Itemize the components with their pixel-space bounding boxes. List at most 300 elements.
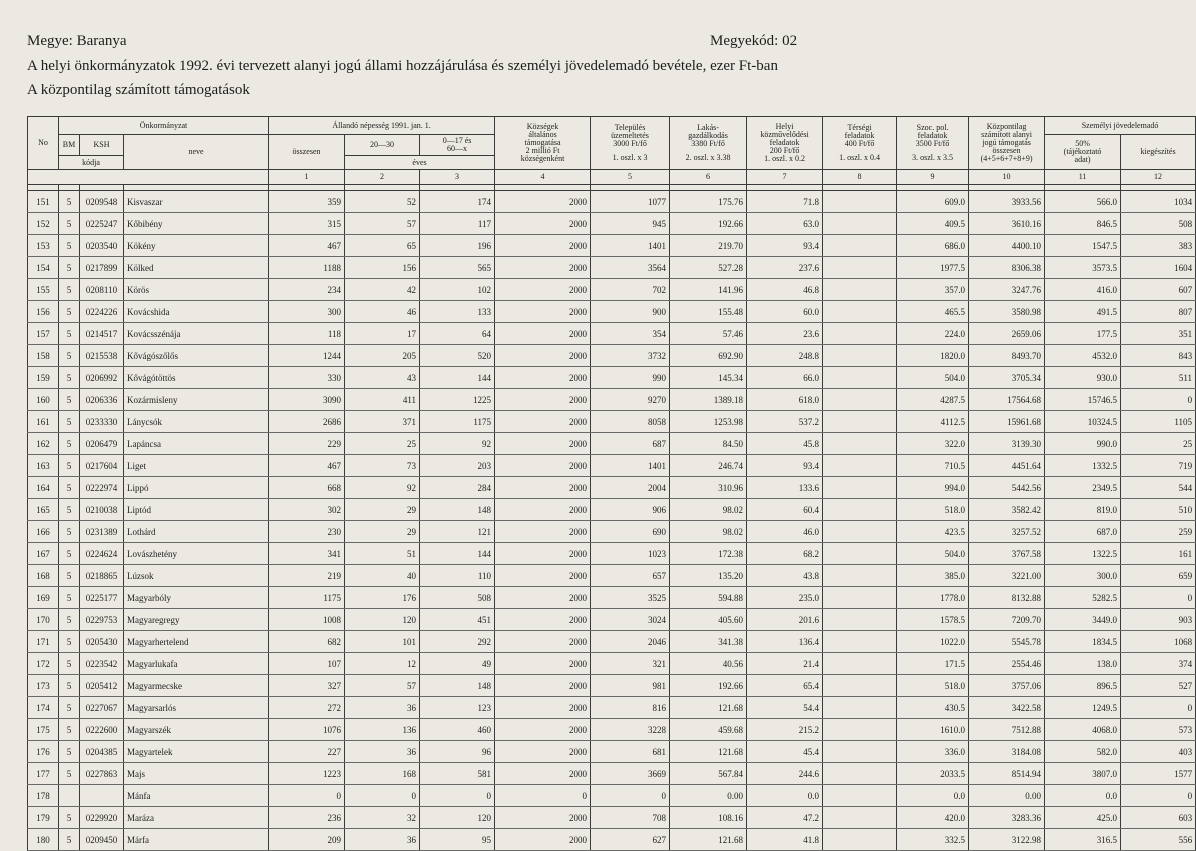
table-cell: 2000 [495,433,591,455]
table-cell: Kővágószőlős [124,345,269,367]
table-cell: 40.56 [670,653,747,675]
table-cell: 201.6 [747,609,823,631]
table-cell: 807 [1121,301,1196,323]
col-bm: BM [59,135,80,156]
table-cell: 121.68 [670,741,747,763]
table-cell: 0224624 [80,543,124,565]
table-cell: Magyarszék [124,719,269,741]
table-cell: 192.66 [670,675,747,697]
column-number-row [28,170,1196,185]
table-cell: 527 [1121,675,1196,697]
table-cell: Marázа [124,807,269,829]
table-cell: 52 [345,191,420,213]
table-cell [823,521,897,543]
table-cell: 46.0 [747,521,823,543]
table-cell: 687.0 [1045,521,1121,543]
table-cell: 5 [59,235,80,257]
col-num: 12 [1121,170,1196,185]
table-cell: 68.2 [747,543,823,565]
table-cell: 3525 [591,587,670,609]
table-cell: 144 [420,543,495,565]
table-cell: 3767.58 [969,543,1045,565]
table-cell [823,609,897,631]
table-cell: 581 [420,763,495,785]
table-cell: 2000 [495,675,591,697]
table-cell: 138.0 [1045,653,1121,675]
col-osszesen: összesen [269,135,345,170]
table-cell: 1175 [420,411,495,433]
table-cell: 981 [591,675,670,697]
table-cell: 2000 [495,389,591,411]
table-cell: 3184.08 [969,741,1045,763]
table-cell [823,257,897,279]
table-cell: 120 [345,609,420,631]
table-cell: 5 [59,213,80,235]
table-cell: 2000 [495,477,591,499]
table-cell: 565 [420,257,495,279]
table-row [28,565,1196,587]
col-num: 1 [269,170,345,185]
table-cell: 118 [269,323,345,345]
table-cell: 29 [345,499,420,521]
table-cell: 73 [345,455,420,477]
table-cell: 157 [28,323,59,345]
table-cell [823,763,897,785]
col-kiegeszites: kiegészítés [1121,135,1196,170]
table-cell: 300.0 [1045,565,1121,587]
table-cell: 4451.64 [969,455,1045,477]
table-cell: 668 [269,477,345,499]
table-cell: 708 [591,807,670,829]
table-cell [823,829,897,851]
table-cell: 508 [1121,213,1196,235]
table-cell: 92 [345,477,420,499]
table-cell: 1077 [591,191,670,213]
table-cell: 176 [28,741,59,763]
col-szja: Személyi jövedelemadó [1045,117,1196,135]
table-row [28,191,1196,213]
table-cell: 322.0 [897,433,969,455]
table-cell: 3283.36 [969,807,1045,829]
table-cell: 1076 [269,719,345,741]
table-cell: 123 [420,697,495,719]
table-cell: 451 [420,609,495,631]
table-cell: Márfa [124,829,269,851]
table-cell: 180 [28,829,59,851]
table-cell: 60.0 [747,301,823,323]
table-row [28,389,1196,411]
table-cell: 2046 [591,631,670,653]
table-cell: 4287.5 [897,389,969,411]
table-cell: 1225 [420,389,495,411]
table-cell: 155.48 [670,301,747,323]
table-cell: 0 [1121,587,1196,609]
table-cell: 1834.5 [1045,631,1121,653]
table-cell: 371 [345,411,420,433]
table-cell: 153 [28,235,59,257]
table-cell: 405.60 [670,609,747,631]
table-cell: 383 [1121,235,1196,257]
table-cell: 176 [345,587,420,609]
table-cell: 0.0 [747,785,823,807]
table-cell: 272 [269,697,345,719]
table-cell: 0215538 [80,345,124,367]
table-cell: Lovászhetény [124,543,269,565]
table-cell: 2000 [495,213,591,235]
table-cell: 46 [345,301,420,323]
county-code: Megyekód: 02 [710,33,798,49]
table-cell: Kölked [124,257,269,279]
table-cell [80,785,124,807]
table-cell: 460 [420,719,495,741]
table-cell: 230 [269,521,345,543]
table-row [28,323,1196,345]
table-cell: 0217604 [80,455,124,477]
table-cell: 945 [591,213,670,235]
table-cell: 5 [59,477,80,499]
table-cell: Körös [124,279,269,301]
table-cell: Magyarhertelend [124,631,269,653]
table-row [28,235,1196,257]
table-cell: 0231389 [80,521,124,543]
table-cell [823,719,897,741]
table-cell: 5 [59,543,80,565]
table-cell: 2000 [495,807,591,829]
table-cell: 3610.16 [969,213,1045,235]
table-cell: 203 [420,455,495,477]
table-cell: 162 [28,433,59,455]
table-row [28,653,1196,675]
table-cell: 5 [59,631,80,653]
table-cell: 4068.0 [1045,719,1121,741]
table-cell: 341 [269,543,345,565]
table-cell: 2000 [495,345,591,367]
table-cell: 537.2 [747,411,823,433]
table-cell: 41.8 [747,829,823,851]
table-cell: 1249.5 [1045,697,1121,719]
table-cell: 1820.0 [897,345,969,367]
table-row [28,741,1196,763]
table-cell: 3573.5 [1045,257,1121,279]
table-cell: 310.96 [670,477,747,499]
table-row [28,675,1196,697]
table-cell: 5 [59,455,80,477]
table-cell: 5 [59,433,80,455]
table-row [28,477,1196,499]
table-cell: 5282.5 [1045,587,1121,609]
table-cell: 843 [1121,345,1196,367]
table-cell: 205 [345,345,420,367]
table-cell: 259 [1121,521,1196,543]
table-cell: 141.96 [670,279,747,301]
table-cell: 1068 [1121,631,1196,653]
table-cell: 8058 [591,411,670,433]
table-cell: 2033.5 [897,763,969,785]
table-cell: 2000 [495,257,591,279]
table-cell: 7209.70 [969,609,1045,631]
table-cell: 46.8 [747,279,823,301]
table-cell: 2554.46 [969,653,1045,675]
document-subtitle: A központilag számított támogatások [27,82,250,98]
table-cell: 544 [1121,477,1196,499]
col-eves: éves [345,156,495,170]
table-cell: 17564.68 [969,389,1045,411]
table-cell: 1008 [269,609,345,631]
table-cell: 467 [269,235,345,257]
table-cell: 416.0 [1045,279,1121,301]
table-cell: 518.0 [897,499,969,521]
table-cell: 168 [28,565,59,587]
table-cell: 47.2 [747,807,823,829]
table-cell: 235.0 [747,587,823,609]
table-cell: 25 [345,433,420,455]
table-cell: 51 [345,543,420,565]
table-row [28,587,1196,609]
table-cell: 3580.98 [969,301,1045,323]
table-cell: 161 [28,411,59,433]
table-cell: 2000 [495,367,591,389]
table-cell: 64 [420,323,495,345]
table-cell: 60.4 [747,499,823,521]
table-cell: 0209450 [80,829,124,851]
table-cell: 0.00 [969,785,1045,807]
table-row [28,257,1196,279]
table-cell: 465.5 [897,301,969,323]
table-cell: 57 [345,675,420,697]
table-cell: 93.4 [747,235,823,257]
col-age-20-30: 20—30 [345,135,420,156]
table-cell [823,807,897,829]
table-cell: Kovácshida [124,301,269,323]
table-cell: 420.0 [897,807,969,829]
table-cell: 719 [1121,455,1196,477]
table-cell: 0 [1121,785,1196,807]
data-table [27,116,1196,851]
table-cell: 156 [345,257,420,279]
table-cell: 3422.58 [969,697,1045,719]
col-num: 3 [420,170,495,185]
table-cell: 1105 [1121,411,1196,433]
table-cell: Kökény [124,235,269,257]
table-cell: 385.0 [897,565,969,587]
table-cell: Lúzsok [124,565,269,587]
table-cell [823,785,897,807]
table-cell: 682 [269,631,345,653]
table-cell: 3090 [269,389,345,411]
table-row [28,785,1196,807]
table-cell: 15746.5 [1045,389,1121,411]
table-cell: 0.0 [1045,785,1121,807]
table-cell: 357.0 [897,279,969,301]
table-cell: 491.5 [1045,301,1121,323]
table-cell: 5 [59,323,80,345]
table-cell: 40 [345,565,420,587]
table-cell [823,213,897,235]
table-cell: 425.0 [1045,807,1121,829]
col-num: 10 [969,170,1045,185]
table-row [28,697,1196,719]
table-cell: 1604 [1121,257,1196,279]
col-szja-50: 50% (tájékoztató adat) [1045,135,1121,170]
table-cell: 1578.5 [897,609,969,631]
table-cell: 0204385 [80,741,124,763]
table-cell: 2000 [495,191,591,213]
table-row [28,631,1196,653]
table-cell: 3669 [591,763,670,785]
table-cell: 169 [28,587,59,609]
table-cell: 45.8 [747,433,823,455]
table-cell: 135.20 [670,565,747,587]
table-cell: 36 [345,741,420,763]
table-cell: 3564 [591,257,670,279]
table-cell: 171 [28,631,59,653]
table-cell: 179 [28,807,59,829]
table-cell: 155 [28,279,59,301]
table-cell: 3933.56 [969,191,1045,213]
table-cell: 3257.52 [969,521,1045,543]
table-cell: 92 [420,433,495,455]
table-row [28,719,1196,741]
table-cell: 1401 [591,455,670,477]
table-cell [823,433,897,455]
table-cell: 2000 [495,235,591,257]
col-age-0-17: 0—17 és 60—x [420,135,495,156]
table-row [28,521,1196,543]
table-row [28,499,1196,521]
table-cell: 96 [420,741,495,763]
table-cell: 192.66 [670,213,747,235]
table-cell: 66.0 [747,367,823,389]
table-cell: 161 [1121,543,1196,565]
table-cell: 0 [420,785,495,807]
table-cell: 32 [345,807,420,829]
table-cell: 145.34 [670,367,747,389]
table-cell: 354 [591,323,670,345]
table-cell: 2000 [495,653,591,675]
table-cell: 4400.10 [969,235,1045,257]
table-cell: Magyaregregy [124,609,269,631]
table-cell: Lippó [124,477,269,499]
table-cell [823,367,897,389]
table-cell: 45.4 [747,741,823,763]
table-cell [823,301,897,323]
table-cell: 816 [591,697,670,719]
table-cell: 0225247 [80,213,124,235]
table-cell: 687 [591,433,670,455]
col-num: 2 [345,170,420,185]
table-cell: 0224226 [80,301,124,323]
table-cell: 0229920 [80,807,124,829]
table-cell: 65 [345,235,420,257]
table-cell: 1389.18 [670,389,747,411]
col-szoc: Szoc. pol. feladatok 3500 Ft/fő 3. oszl. x 3.5 [897,117,969,170]
table-cell: 164 [28,477,59,499]
table-cell: 93.4 [747,455,823,477]
col-neve: neve [124,135,269,170]
table-cell: 168 [345,763,420,785]
table-cell: 2000 [495,301,591,323]
table-cell: 5 [59,763,80,785]
table-cell: 219.70 [670,235,747,257]
table-row [28,301,1196,323]
table-cell: 1244 [269,345,345,367]
table-cell: Lánycsók [124,411,269,433]
table-cell: 8514.94 [969,763,1045,785]
col-num: 9 [897,170,969,185]
table-cell: 0.0 [897,785,969,807]
table-cell: 0.00 [670,785,747,807]
table-cell [823,631,897,653]
table-cell: 315 [269,213,345,235]
table-cell: 237.6 [747,257,823,279]
table-cell: 148 [420,499,495,521]
table-cell: 236 [269,807,345,829]
table-cell: 3024 [591,609,670,631]
table-cell: 556 [1121,829,1196,851]
table-cell: 25 [1121,433,1196,455]
table-cell: 510 [1121,499,1196,521]
table-cell: 0 [345,785,420,807]
table-cell: 224.0 [897,323,969,345]
table-cell: 5 [59,191,80,213]
table-cell: 5 [59,829,80,851]
table-cell: 57 [345,213,420,235]
table-cell: 702 [591,279,670,301]
table-cell: 316.5 [1045,829,1121,851]
table-cell: 196 [420,235,495,257]
table-cell: 174 [420,191,495,213]
table-cell: 1977.5 [897,257,969,279]
table-cell: 167 [28,543,59,565]
table-cell: 690 [591,521,670,543]
table-cell: 219 [269,565,345,587]
table-cell: 1253.98 [670,411,747,433]
table-cell: 2000 [495,609,591,631]
table-cell [823,675,897,697]
table-cell: 151 [28,191,59,213]
table-row [28,543,1196,565]
table-cell: 5 [59,499,80,521]
col-onkormanyzat: Önkormányzat [59,117,269,135]
col-allando: Állandó népesség 1991. jan. 1. [269,117,495,135]
table-cell: 603 [1121,807,1196,829]
table-cell: 10324.5 [1045,411,1121,433]
table-cell: 994.0 [897,477,969,499]
table-cell: 170 [28,609,59,631]
table-cell: Magyarbóly [124,587,269,609]
table-cell: 84.50 [670,433,747,455]
table-cell: 374 [1121,653,1196,675]
table-cell: 2659.06 [969,323,1045,345]
table-cell: 136.4 [747,631,823,653]
table-cell [823,345,897,367]
table-cell: 227 [269,741,345,763]
col-ksh: KSH [80,135,124,156]
table-cell: 0229753 [80,609,124,631]
table-cell: 0217899 [80,257,124,279]
table-cell: 906 [591,499,670,521]
table-cell: 3139.30 [969,433,1045,455]
col-num: 6 [670,170,747,185]
table-cell [823,543,897,565]
table-cell: 1034 [1121,191,1196,213]
table-cell: 65.4 [747,675,823,697]
table-cell: 518.0 [897,675,969,697]
table-cell: 102 [420,279,495,301]
table-cell: Magyartelek [124,741,269,763]
table-cell: 0227863 [80,763,124,785]
table-cell: Liptód [124,499,269,521]
